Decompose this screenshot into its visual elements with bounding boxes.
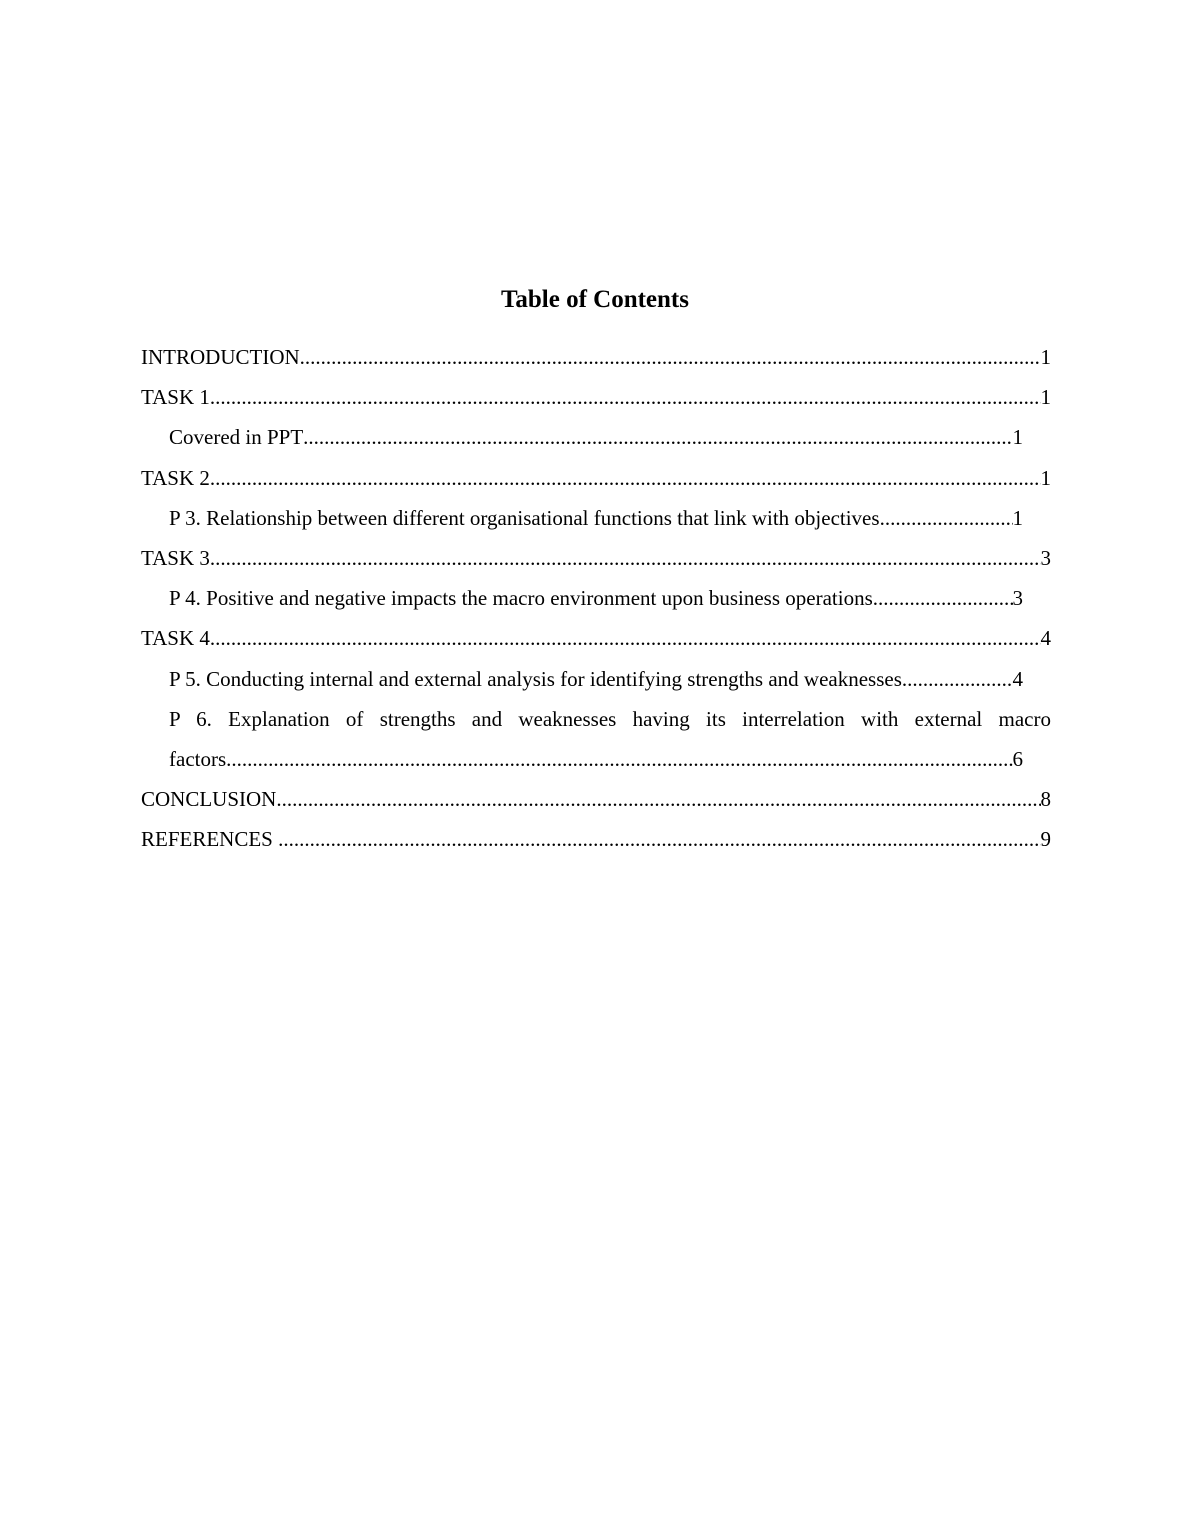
toc-entry-text: INTRODUCTION (141, 345, 300, 369)
dot-leader (278, 822, 1040, 856)
table-of-contents (141, 340, 1051, 862)
toc-entry-p5[interactable] (169, 662, 1023, 702)
dot-leader (210, 541, 1041, 575)
dot-leader (226, 742, 1012, 776)
toc-entry-conclusion[interactable] (141, 782, 1051, 822)
toc-entry-p4[interactable] (169, 581, 1023, 621)
toc-entry-text: TASK 1 (141, 385, 210, 410)
toc-entry-task-1[interactable] (141, 380, 1051, 420)
dot-leader (303, 420, 1012, 454)
toc-entry-text: TASK 3 (141, 545, 210, 570)
toc-entry-task-4[interactable] (141, 621, 1051, 661)
toc-entry-page: 8 (1040, 787, 1051, 812)
toc-entry-page: 4 (1040, 626, 1051, 651)
toc-entry-page: 3 (1012, 586, 1023, 611)
dot-leader (873, 581, 1013, 615)
toc-entry-page: 9 (1040, 827, 1051, 852)
toc-entry-page: 1 (1040, 465, 1051, 490)
dot-leader (300, 340, 1041, 374)
toc-entry-text: P 5. Conducting internal and external analysis for identifying strengths and weaknesses. (169, 666, 908, 691)
dot-leader (907, 662, 1012, 696)
toc-entry-text: Covered in PPT (169, 425, 304, 450)
toc-entry-page: 6 (1012, 746, 1023, 771)
toc-title: Table of Contents (501, 286, 689, 313)
dot-leader (880, 501, 1013, 535)
toc-entry-page: 1 (1012, 425, 1023, 450)
dot-leader (210, 380, 1041, 414)
toc-entry-text: CONCLUSION (141, 787, 277, 812)
toc-entry-task-3[interactable] (141, 541, 1051, 581)
toc-entry-task-2[interactable] (141, 461, 1051, 501)
toc-entry-text: P 3. Relationship between different organisational functions that link with objectives (169, 505, 880, 530)
toc-entry-page: 1 (1040, 345, 1051, 369)
toc-entry-text: REFERENCES (141, 827, 279, 852)
toc-entry-text: P 4. Positive and negative impacts the macro environment upon business operations (169, 586, 873, 611)
toc-entry-text: P 6. Explanation of strengths and weaknesses having its interrelation with external macro (169, 706, 1051, 731)
toc-entry-text: TASK 2 (141, 465, 210, 490)
toc-entry-covered-in-ppt[interactable] (169, 420, 1023, 460)
toc-entry-references[interactable] (141, 822, 1051, 862)
toc-entry-page: 1 (1040, 385, 1051, 410)
toc-entry-page: 1 (1012, 505, 1023, 530)
toc-entry-continuation (169, 742, 1023, 782)
toc-entry-text: factors (169, 746, 227, 771)
dot-leader (276, 782, 1040, 816)
toc-entry-introduction[interactable] (141, 340, 1051, 380)
dot-leader (210, 461, 1041, 495)
toc-entry-p3[interactable] (169, 501, 1023, 541)
toc-entry-p6[interactable] (169, 702, 1051, 782)
toc-entry-page: 3 (1040, 545, 1051, 570)
dot-leader (210, 621, 1041, 655)
toc-entry-page: 4 (1012, 666, 1023, 691)
toc-entry-text: TASK 4 (141, 626, 210, 651)
